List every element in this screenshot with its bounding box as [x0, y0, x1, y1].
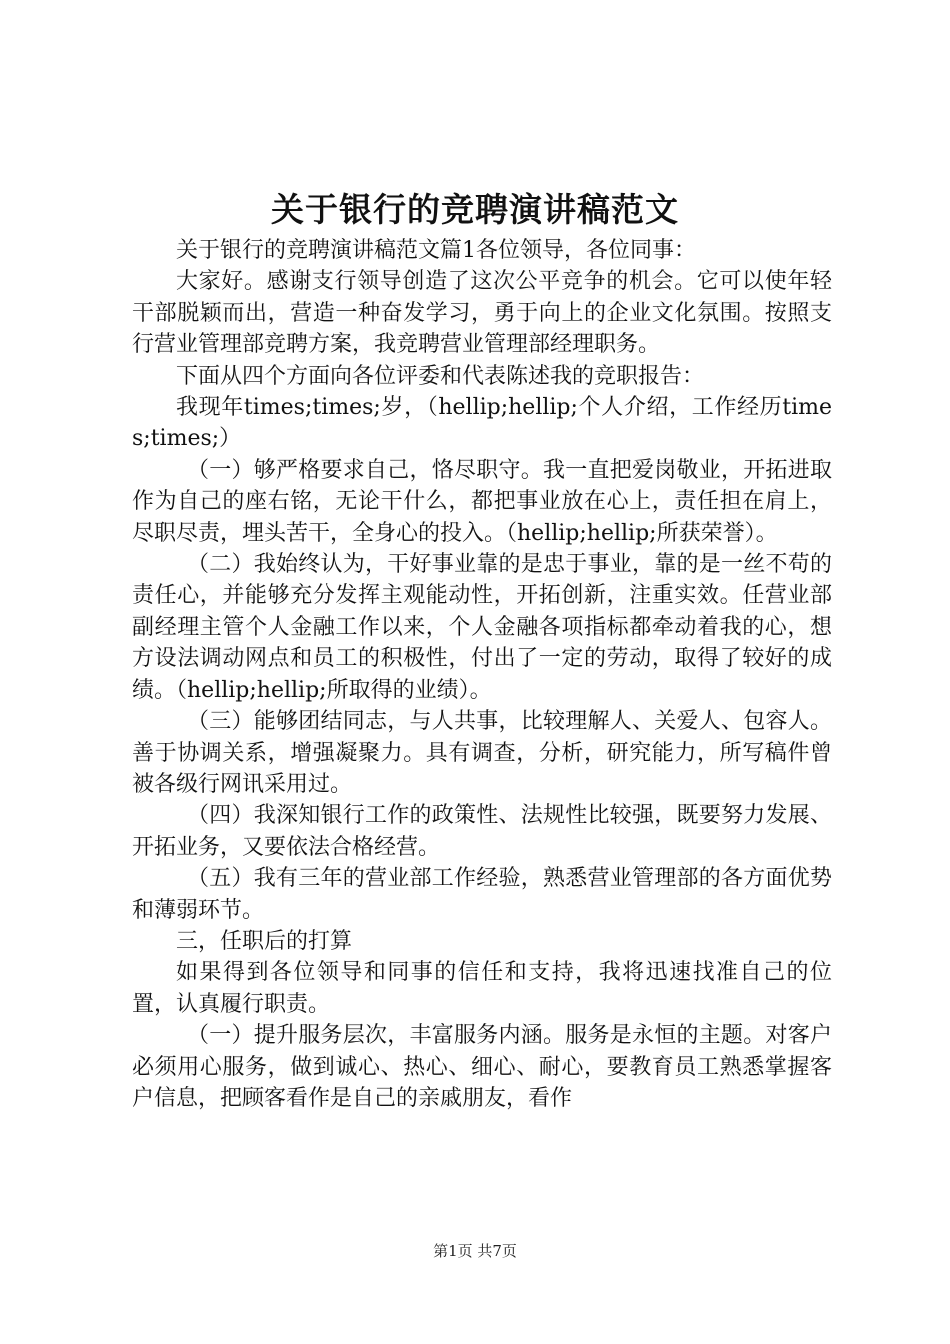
document-body: [132, 235, 832, 1114]
paragraph: 关于银行的竞聘演讲稿范文篇1各位领导，各位同事：: [176, 238, 696, 263]
paragraph: （一）够严格要求自己，恪尽职守。我一直把爱岗敬业，开拓进取作为自己的座右铭，无论干什么，都把事业放在心上，责任担在肩上，尽职尽责，埋头苦干，全身心的投入。（hellip;hellip;所获荣誉）。: [132, 457, 832, 546]
paragraph: （五）我有三年的营业部工作经验，熟悉营业管理部的各方面优势和薄弱环节。: [132, 866, 832, 923]
section-heading: 三，任职后的打算: [176, 928, 353, 954]
paragraph: 下面从四个方面向各位评委和代表陈述我的竞职报告：: [176, 363, 705, 389]
paragraph: 我现年times;times;岁，（hellip;hellip;个人介绍，工作经历times;times;）: [132, 395, 832, 452]
paragraph: 如果得到各位领导和同事的信任和支持，我将迅速找准自己的位置，认真履行职责。: [132, 960, 832, 1017]
paragraph: （一）提升服务层次，丰富服务内涵。服务是永恒的主题。对客户必须用心服务，做到诚心、热心、细心、耐心，要教育员工熟悉掌握客户信息，把顾客看作是自己的亲戚朋友，看作: [132, 1023, 832, 1111]
paragraph: （二）我始终认为，干好事业靠的是忠于事业，靠的是一丝不苟的责任心，并能够充分发挥主观能动性，开拓创新，注重实效。任营业部副经理主管个人金融工作以来，个人金融各项指标都牵动着我的心，想方设法调动网点和员工的积极性，付出了一定的劳动，取得了较好的成绩。（hellip;hellip;所取得的业绩）。: [132, 552, 832, 703]
paragraph: 大家好。感谢支行领导创造了这次公平竞争的机会。它可以使年轻干部脱颖而出，营造一种奋发学习，勇于向上的企业文化氛围。按照支行营业管理部竞聘方案，我竞聘营业管理部经理职务。: [132, 269, 832, 358]
page-footer: 第1页 共7页: [433, 1242, 517, 1260]
paragraph: （四）我深知银行工作的政策性、法规性比较强，既要努力发展、开拓业务，又要依法合格经营。: [132, 803, 832, 860]
document-title: 关于银行的竞聘演讲稿范文: [271, 190, 679, 229]
paragraph: （三）能够团结同志，与人共事，比较理解人、关爱人、包容人。善于协调关系，增强凝聚力。具有调查，分析，研究能力，所写稿件曾被各级行网讯采用过。: [132, 709, 832, 797]
